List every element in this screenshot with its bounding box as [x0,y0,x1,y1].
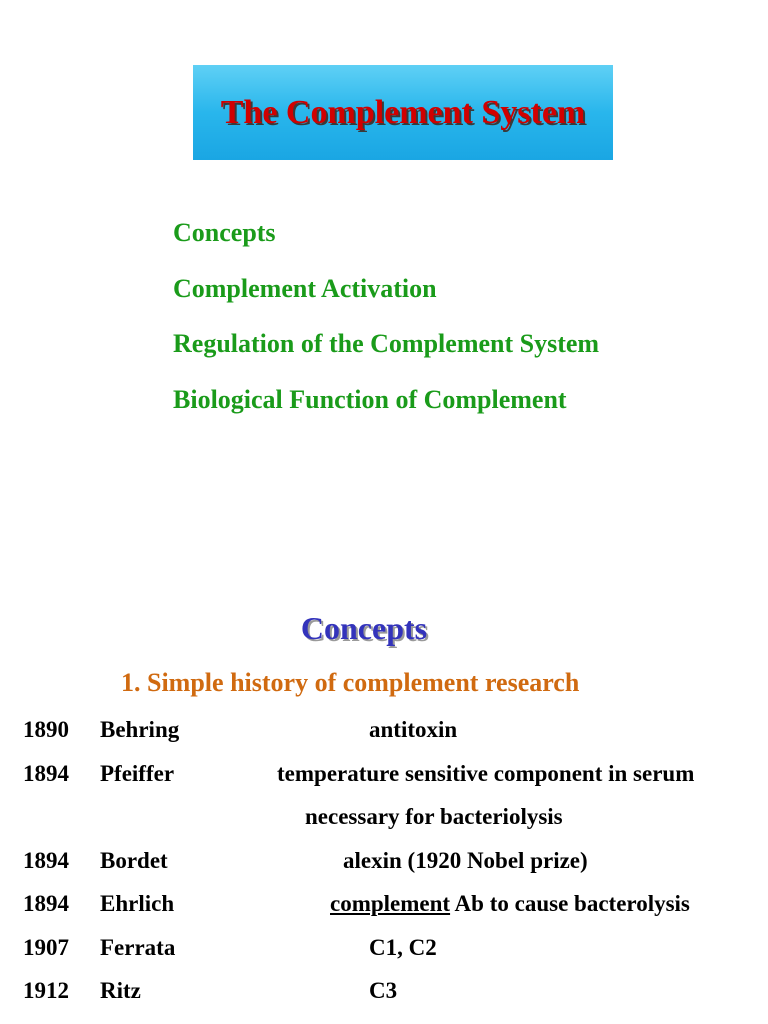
table-of-contents [173,214,599,436]
history-row [0,841,768,885]
toc-item-regulation: Regulation of the Complement System [173,329,600,358]
history-row [0,928,768,972]
history-row [0,884,768,928]
history-finding: antitoxin [369,717,458,742]
title-banner [193,65,613,160]
history-row [0,754,768,798]
history-finding: C3 [369,978,398,1003]
history-finding: temperature sensitive component in serum [277,760,695,786]
history-finding [330,884,690,924]
history-finding: alexin (1920 Nobel prize) [343,847,588,873]
section-heading: Concepts [300,610,428,646]
history-list [0,710,768,1015]
page-title: The Complement System [220,93,586,131]
history-finding-rest: Ab to cause bacterolysis [450,891,690,916]
history-name: Ferrata [100,934,176,960]
history-year: 1907 [23,934,69,960]
history-year: 1912 [23,978,69,1003]
history-row [0,797,768,841]
complement-term: complement [330,891,451,916]
history-finding: necessary for bacteriolysis [305,804,563,829]
toc-item-complement-activation: Complement Activation [173,273,437,303]
toc-item-concepts: Concepts [173,218,276,247]
sub-heading: 1. Simple history of complement research [121,668,580,697]
history-finding: C1, C2 [369,934,437,960]
history-year: 1894 [23,891,69,916]
history-name: Ritz [100,978,141,1003]
history-row [0,971,768,1015]
history-name: Ehrlich [100,891,175,916]
history-name: Pfeiffer [100,760,175,786]
history-year: 1894 [23,760,69,786]
history-name: Bordet [100,847,168,873]
history-year: 1890 [23,717,69,742]
history-row [0,710,768,754]
history-name: Behring [100,717,180,742]
toc-item-biological-function: Biological Function of Complement [173,384,567,414]
history-year: 1894 [23,847,69,873]
